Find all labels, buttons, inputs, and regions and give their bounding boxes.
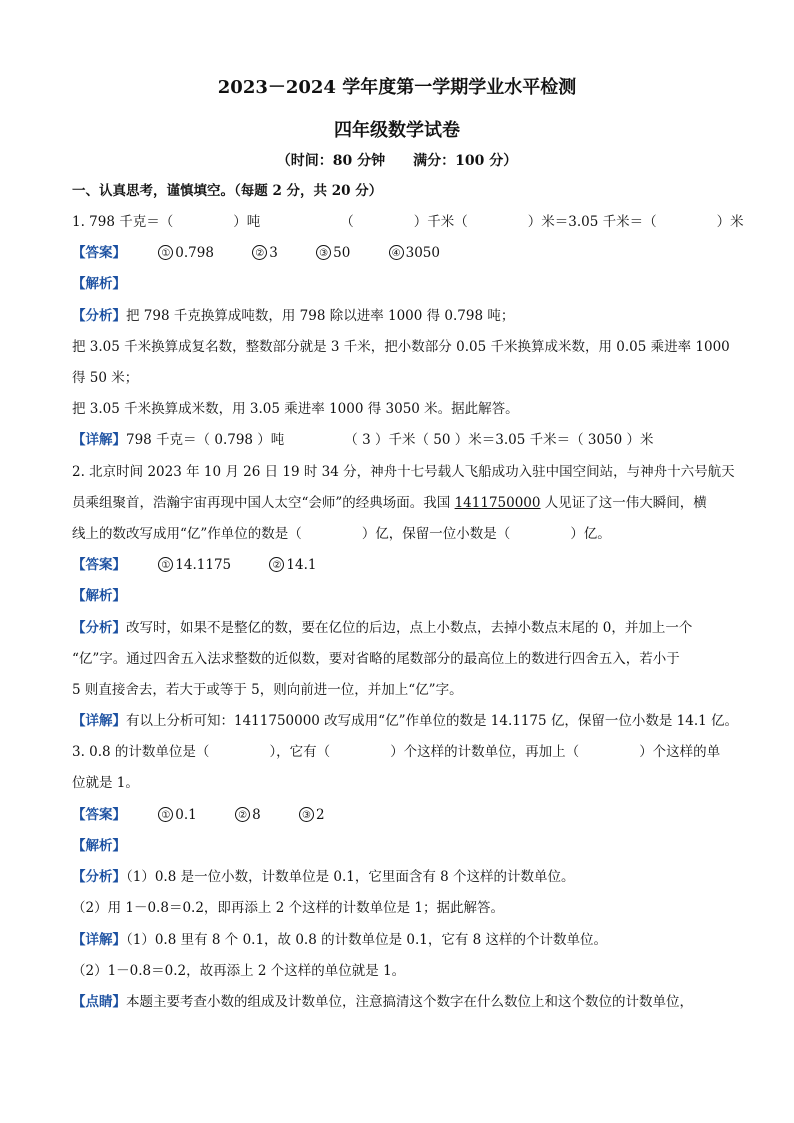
question-1: 1. 798 千克＝（ ）吨 （ ）千米（ ）米＝3.05 千米＝（ ）米 bbox=[72, 214, 744, 230]
analysis-3-line-1: 【分析】（1）0.8 是一位小数，计数单位是 0.1，它里面含有 8 个这样的计数单位。 bbox=[72, 869, 575, 885]
question-2-line-3: 线上的数改写成用“亿”作单位的数是（ ）亿，保留一位小数是（ ）亿。 bbox=[72, 526, 611, 542]
detail-2: 【详解】有以上分析可知：1411750000 改写成用“亿”作单位的数是 14.1175 亿，保留一位小数是 14.1 亿。 bbox=[72, 713, 739, 729]
exam-title: 2023－2024 学年度第一学期学业水平检测 bbox=[217, 77, 577, 98]
answer-row-2: 【答案】 ① 14.1175 ② 14.1 bbox=[72, 557, 317, 573]
answer-label: 【答案】 bbox=[72, 245, 126, 261]
detail-1: 【详解】798 千克＝（ 0.798 ）吨 （ 3 ）千米（ 50 ）米＝3.05 千米＝（ 3050 ）米 bbox=[72, 432, 654, 448]
analysis-2-line-2: “亿”字。通过四舍五入法求整数的近似数，要对省略的尾数部分的最高位上的数进行四舍五入，若小于 bbox=[72, 651, 680, 667]
analysis-1-line-4: 把 3.05 千米换算成米数，用 3.05 乘进率 1000 得 3050 米。据此解答。 bbox=[72, 401, 519, 417]
question-2-line-1: 2. 北京时间 2023 年 10 月 26 日 19 时 34 分，神舟十七号载人飞船成功入驻中国空间站，与神舟十六号航天 bbox=[72, 464, 735, 480]
analysis-1-line-3: 得 50 米； bbox=[72, 370, 139, 386]
detail-3-line-1: 【详解】（1）0.8 里有 8 个 0.1，故 0.8 的计数单位是 0.1，它有 8 这样的个计数单位。 bbox=[72, 932, 608, 948]
exam-info bbox=[0, 150, 794, 170]
analysis-1-line-2: 把 3.05 千米换算成复名数，整数部分就是 3 千米，把小数部分 0.05 千米换算成米数，用 0.05 乘进率 1000 bbox=[72, 339, 730, 355]
question-3-line-2: 位就是 1。 bbox=[72, 775, 139, 791]
analysis-1-line-1: 【分析】把 798 千克换算成吨数，用 798 除以进率 1000 得 0.798 吨； bbox=[72, 308, 515, 324]
exam-subtitle: 四年级数学试卷 bbox=[334, 120, 460, 141]
marker-3: ③ bbox=[316, 245, 331, 260]
score-info: 满分：100 分） bbox=[413, 153, 518, 169]
section-heading: 一、认真思考，谨慎填空。（每题 2 分，共 20 分） bbox=[72, 183, 383, 199]
answer-row-3: 【答案】 ① 0.1 ② 8 ③ 2 bbox=[72, 807, 325, 823]
analysis-title-2: 【解析】 bbox=[72, 588, 126, 604]
analysis-3-line-2: （2）用 1－0.8＝0.2，即再添上 2 个这样的计数单位是 1；据此解答。 bbox=[72, 900, 504, 916]
marker-2: ② bbox=[252, 245, 267, 260]
analysis-2-line-3: 5 则直接舍去，若大于或等于 5，则向前进一位，并加上“亿”字。 bbox=[72, 682, 463, 698]
analysis-title-3: 【解析】 bbox=[72, 838, 126, 854]
comment-3: 【点睛】本题主要考查小数的组成及计数单位，注意搞清这个数字在什么数位上和这个数位的计数单位， bbox=[72, 994, 693, 1010]
marker-4: ④ bbox=[389, 245, 404, 260]
time-info: （时间：80 分钟 bbox=[276, 153, 386, 169]
analysis-title-1: 【解析】 bbox=[72, 276, 126, 292]
answer-row-1: 【答案】 ① 0.798 ② 3 ③ 50 ④ 3050 bbox=[72, 245, 440, 261]
analysis-2-line-1: 【分析】改写时，如果不是整亿的数，要在亿位的后边，点上小数点，去掉小数点末尾的 0，并加上一个 bbox=[72, 620, 693, 636]
underlined-number: 1411750000 bbox=[454, 495, 541, 511]
question-3-line-1: 3. 0.8 的计数单位是（ ），它有（ ）个这样的计数单位，再加上（ ）个这样的单 bbox=[72, 744, 721, 760]
marker-1: ① bbox=[158, 245, 173, 260]
question-2-line-2: 员乘组聚首，浩瀚宇宙再现中国人太空“会师”的经典场面。我国 1411750000 人见证了这一伟大瞬间，横 bbox=[72, 495, 707, 511]
detail-3-line-2: （2）1－0.8＝0.2，故再添上 2 个这样的单位就是 1。 bbox=[72, 963, 406, 979]
